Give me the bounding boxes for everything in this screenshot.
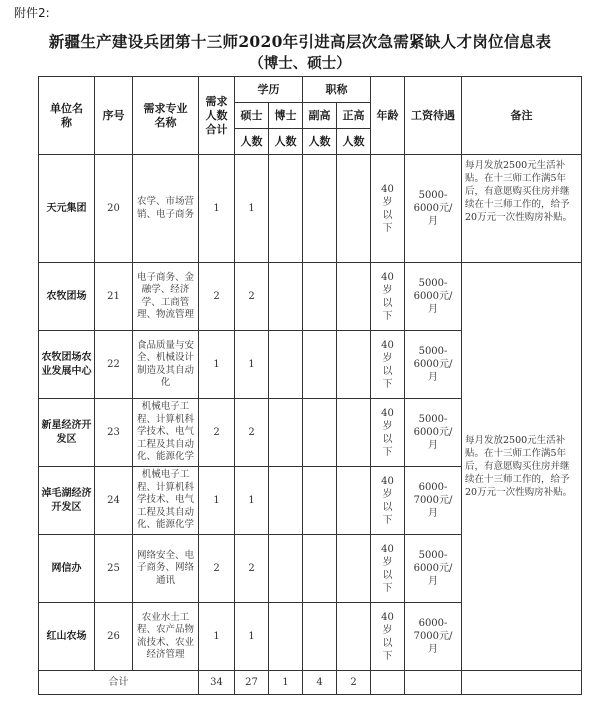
major: 食品质量与安全、机械设计制造及其自动化 bbox=[133, 331, 199, 399]
positions-table bbox=[38, 76, 582, 695]
header-doctor: 博士 bbox=[269, 103, 303, 129]
age: 40岁以下 bbox=[371, 603, 405, 671]
header-title-group: 职称 bbox=[303, 77, 371, 103]
unit-name: 农牧团场农业发展中心 bbox=[39, 331, 95, 399]
senior-count bbox=[337, 467, 371, 535]
need-count: 1 bbox=[199, 467, 235, 535]
major: 机械电子工程、计算机科学技术、电气工程及其自动化、能源化学 bbox=[133, 399, 199, 467]
header-major: 需求专业名称 bbox=[133, 77, 199, 155]
age: 40岁以下 bbox=[371, 467, 405, 535]
attachment-label: 附件2: bbox=[14, 6, 50, 20]
doctor-count bbox=[269, 331, 303, 399]
senior-count bbox=[337, 331, 371, 399]
doctor-count bbox=[269, 603, 303, 671]
unit-name: 天元集团 bbox=[39, 155, 95, 263]
unit-name: 新星经济开发区 bbox=[39, 399, 95, 467]
salary: 6000-7000元/月 bbox=[405, 603, 462, 671]
associate-count bbox=[303, 467, 337, 535]
age: 40岁以下 bbox=[371, 535, 405, 603]
doctor-count bbox=[269, 263, 303, 331]
header-count: 人数 bbox=[269, 129, 303, 155]
salary: 5000-6000元/月 bbox=[405, 331, 462, 399]
master-count: 1 bbox=[235, 467, 269, 535]
header-education: 学历 bbox=[235, 77, 303, 103]
total-age bbox=[371, 671, 405, 695]
unit-name: 淖毛湖经济开发区 bbox=[39, 467, 95, 535]
header-count: 人数 bbox=[235, 129, 269, 155]
seq: 22 bbox=[95, 331, 133, 399]
age: 40岁以下 bbox=[371, 155, 405, 263]
doctor-count bbox=[269, 535, 303, 603]
salary: 5000-6000元/月 bbox=[405, 155, 462, 263]
need-count: 1 bbox=[199, 331, 235, 399]
senior-count bbox=[337, 263, 371, 331]
seq: 25 bbox=[95, 535, 133, 603]
associate-count bbox=[303, 535, 337, 603]
header-senior: 正高 bbox=[337, 103, 371, 129]
doctor-count bbox=[269, 467, 303, 535]
remarks-first: 每月发放2500元生活补贴。在十三师工作满5年后，有意愿购买住房并继续在十三师工作的，给予20万元一次性购房补贴。 bbox=[462, 155, 582, 263]
unit-name: 网信办 bbox=[39, 535, 95, 603]
header-seq: 序号 bbox=[95, 77, 133, 155]
salary: 5000-6000元/月 bbox=[405, 399, 462, 467]
master-count: 1 bbox=[235, 155, 269, 263]
header-associate: 副高 bbox=[303, 103, 337, 129]
header-need: 需求人数合计 bbox=[199, 77, 235, 155]
master-count: 2 bbox=[235, 535, 269, 603]
document-subtitle: （博士、硕士） bbox=[249, 55, 351, 72]
major: 农业水土工程、农产品物流技术、农业经济管理 bbox=[133, 603, 199, 671]
unit-name: 农牧团场 bbox=[39, 263, 95, 331]
need-count: 1 bbox=[199, 603, 235, 671]
age: 40岁以下 bbox=[371, 263, 405, 331]
unit-name: 红山农场 bbox=[39, 603, 95, 671]
need-count: 2 bbox=[199, 399, 235, 467]
master-count: 1 bbox=[235, 331, 269, 399]
senior-count bbox=[337, 155, 371, 263]
seq: 20 bbox=[95, 155, 133, 263]
header-unit: 单位名称 bbox=[39, 77, 95, 155]
header-remarks: 备注 bbox=[462, 77, 582, 155]
need-count: 1 bbox=[199, 155, 235, 263]
senior-count bbox=[337, 399, 371, 467]
age: 40岁以下 bbox=[371, 331, 405, 399]
major: 农学、市场营销、电子商务 bbox=[133, 155, 199, 263]
seq: 24 bbox=[95, 467, 133, 535]
total-label: 合计 bbox=[39, 671, 199, 695]
document-title: 新疆生产建设兵团第十三师2020年引进高层次急需紧缺人才岗位信息表 bbox=[48, 32, 552, 51]
header-master: 硕士 bbox=[235, 103, 269, 129]
table-row bbox=[39, 155, 582, 263]
associate-count bbox=[303, 155, 337, 263]
total-senior: 2 bbox=[337, 671, 371, 695]
major: 机械电子工程、计算机科学技术、电气工程及其自动化、能源化学 bbox=[133, 467, 199, 535]
age: 40岁以下 bbox=[371, 399, 405, 467]
header-count: 人数 bbox=[303, 129, 337, 155]
header-count: 人数 bbox=[337, 129, 371, 155]
doctor-count bbox=[269, 399, 303, 467]
seq: 26 bbox=[95, 603, 133, 671]
total-salary bbox=[405, 671, 462, 695]
major: 电子商务、金融学、经济学、工商管理、物流管理 bbox=[133, 263, 199, 331]
associate-count bbox=[303, 399, 337, 467]
seq: 23 bbox=[95, 399, 133, 467]
salary: 6000-7000元/月 bbox=[405, 467, 462, 535]
associate-count bbox=[303, 331, 337, 399]
doctor-count bbox=[269, 155, 303, 263]
salary: 5000-6000元/月 bbox=[405, 263, 462, 331]
salary: 5000-6000元/月 bbox=[405, 535, 462, 603]
senior-count bbox=[337, 603, 371, 671]
master-count: 1 bbox=[235, 603, 269, 671]
major: 网络安全、电子商务、网络通讯 bbox=[133, 535, 199, 603]
total-remarks bbox=[462, 671, 582, 695]
total-associate: 4 bbox=[303, 671, 337, 695]
associate-count bbox=[303, 603, 337, 671]
need-count: 2 bbox=[199, 263, 235, 331]
associate-count bbox=[303, 263, 337, 331]
remarks-shared: 每月发放2500元生活补贴。在十三师工作满5年后，有意愿购买住房并继续在十三师工作的，给予20万元一次性购房补贴。 bbox=[462, 263, 582, 671]
senior-count bbox=[337, 535, 371, 603]
total-doctor: 1 bbox=[269, 671, 303, 695]
seq: 21 bbox=[95, 263, 133, 331]
header-salary: 工资待遇 bbox=[405, 77, 462, 155]
total-need: 34 bbox=[199, 671, 235, 695]
need-count: 2 bbox=[199, 535, 235, 603]
master-count: 2 bbox=[235, 263, 269, 331]
table-row bbox=[39, 263, 582, 331]
total-master: 27 bbox=[235, 671, 269, 695]
header-age: 年龄 bbox=[371, 77, 405, 155]
total-row bbox=[39, 671, 582, 695]
master-count: 2 bbox=[235, 399, 269, 467]
